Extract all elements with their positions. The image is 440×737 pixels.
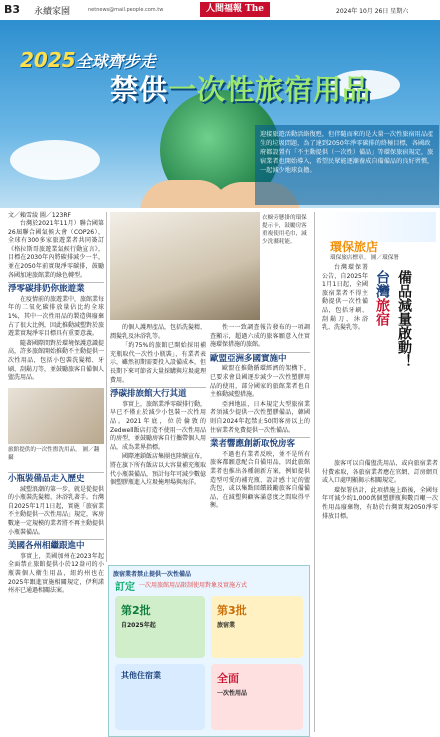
- col4-paragraph: 台灣環保署公告，自2025年1月1日起，全國旅宿業者不得主動提供一次性備品，包括牙刷、刮鬍刀、沐浴乳、洗髮乳等。: [322, 264, 368, 332]
- col1-paragraph: 隨著國際間對於環境保護意識提高，許多旅館開始推動不主動提供一次性用品，包括小包裝洗髮精、牙刷、刮鬍刀等，並鼓勵旅客自備個人盥洗用品。: [8, 339, 105, 382]
- infographic-box: [108, 565, 310, 737]
- hero-kicker-year: 2025: [20, 48, 76, 72]
- vertical-title-2: [392, 270, 412, 368]
- hero-kicker-text: 全球齊步走: [75, 52, 156, 71]
- col4-paragraph: 環保署估計，此項措施上路後，全國每年可減少約1,000萬個塑膠瓶與數百噸一次性用品廢棄物，有助於台灣實現2050淨零排放目標。: [322, 486, 438, 520]
- col1-subhead: 淨零碳排奶你旅遊業: [8, 282, 104, 294]
- column-4c: [322, 460, 438, 522]
- col2-subhead: 淨碳排旅館大行其道: [110, 387, 206, 399]
- column-3: [210, 324, 310, 512]
- stage-2-card: [211, 596, 303, 658]
- col3-paragraph: 亞洲地區，日本規定大型旅宿業者須減少提供一次性塑膠備品，韓國則自2024年起禁止50間客房以上的住宿業者免費提供一次性備品。: [210, 400, 310, 434]
- lead-paragraph: 迎接旅遊活動活絡復甦，但伴隨而來的是大量一次性旅宿用品產生的垃圾問題，為了達到2050年淨零碳排的終極目標，各國政府都設置有「不主動提供（一次性）備品」等環保旅宿規定，旅宿業者也開始導入，希望民眾能逐漸養成自備備品的良好習慣，一起減少地球負擔。: [260, 131, 434, 174]
- col2-paragraph: 「約75%的旅館已開始採用補充瓶取代一次性小瓶裝」，有業者表示，雖然初期需要投入設備成本，但長期下來可節省大量採購與垃圾處理費用。: [110, 342, 207, 384]
- vertical-title-1: [370, 270, 390, 326]
- stage-1-card: [115, 596, 205, 658]
- column-2: [110, 324, 206, 489]
- contact-email[interactable]: netnews@mail.people.com.tw: [88, 7, 164, 13]
- column-1b: [8, 470, 104, 597]
- byline: 文／賴雪綾 圖／123RF: [8, 212, 71, 219]
- section-title: 永續家園: [34, 7, 71, 17]
- vt1-a: 台灣: [374, 270, 390, 298]
- infobox-subtitle: 訂定: [115, 582, 135, 593]
- stage-3-label: 其他住宿業: [121, 671, 161, 680]
- headline-part-b: 一次性旅宿用品: [168, 73, 372, 106]
- col3-paragraph: 歐盟在推動循環經濟的架構下，已要求會員國逐步減少一次性塑膠用品的使用，部分國家的旅館業者也自主推動減塑措施。: [210, 365, 310, 399]
- headline-part-a: 禁供: [110, 73, 169, 106]
- hero-headline: [110, 68, 371, 108]
- column-divider: [106, 212, 107, 562]
- col1b-subhead: 小瓶裝備品走入歷史: [8, 472, 104, 484]
- stage-1-label: 第2批: [121, 604, 151, 617]
- column-4a: [322, 264, 368, 334]
- col2-paragraph: 國際連鎖飯店集團也陸續宣布，將在旗下所有飯店以大容量補充瓶取代小瓶裝備品，預計每年可減少數億個塑膠瓶進入垃圾掩埋場與海洋。: [110, 453, 207, 487]
- vt1-b: 旅宿: [374, 298, 390, 326]
- col3-paragraph: 不過也有業者反映，並不是所有旅客都願意配合自備用品，因此旅館業者也推出各種創新方案，例如提供造型可愛的補充瓶、設計感十足的盥洗包，或以集點回饋鼓勵旅客自備備品，在減塑與顧客滿意度之間取得平衡。: [210, 450, 310, 510]
- amenities-photo: [8, 388, 104, 444]
- col3-subhead: 業者響應創新取悅房客: [210, 437, 310, 449]
- col4-paragraph: 旅客可以自備盥洗用品，或向旅宿業者付費索取，各旅宿業者應在官網、訂房網頁或入口處明顯揭示相關規定。: [322, 460, 438, 485]
- infobox-title: 旅宿業者禁止提供一次性備品: [113, 571, 192, 578]
- col1-paragraph: 台灣於2021年11月）聯合國第26屆聯合國氣候大會（COP26），全球有300多家旅遊業者共同簽訂《格拉斯哥旅遊業氣候行動宣言》，目標在2030年內將碳排減少一半，並在2050年前實現淨零碳排，鼓勵各國加速旅館業的綠色轉型。: [8, 220, 104, 279]
- column-divider: [314, 212, 315, 732]
- issue-date: 2024年 10月 26日 星期六: [336, 8, 409, 15]
- col1b-paragraph: 事實上，美國加州在2023年起全面禁止旅館提供小於12盎司的小瓶裝個人衛生用品，紐約州也在2025年跟進實施相關規定，伊利諾州亦已通過相關法案。: [8, 552, 104, 595]
- vt2-a: 備品減量: [396, 270, 412, 326]
- stage-3-card: [115, 664, 205, 730]
- vt2-b: 啟動！: [396, 326, 412, 368]
- col3-paragraph: 性一一致調查報告發布的一項調查顯示，超過六成的旅客願意入住實施環保措施的旅館。: [210, 324, 310, 349]
- column-1: [8, 220, 104, 384]
- col1-paragraph: 在疫情前的旅遊業中，旅館業每年的二氧化碳排放量佔比約全球1%，其中一次性用品的製造與廢棄占了很大比例，因此推動減塑對於旅遊業實現淨零目標具有重要意義。: [8, 295, 105, 338]
- col1b-subhead: 美國各州相繼跟進中: [8, 539, 104, 551]
- newspaper-logo: 人間福報 The: [200, 2, 270, 17]
- stage-2-sub: 旅宿業: [217, 622, 236, 629]
- stage-2-label: 第3批: [217, 604, 247, 617]
- infobox-note: 一次用旅館用品限制使用對象及實施方式: [139, 582, 248, 589]
- stage-4-card: [211, 664, 303, 730]
- hotel-room-photo: [110, 212, 260, 320]
- stage-4-sub: 一次性用品: [217, 690, 248, 697]
- stage-4-label: 全面: [217, 672, 239, 685]
- cloud-shape: [10, 140, 100, 180]
- col3-subhead: 歐盟亞洲多國實施中: [210, 352, 310, 364]
- stage-1-sub: 自2025年起: [121, 622, 156, 629]
- photo-caption-2: 衣櫥旁懸掛的環保提示卡，鼓勵房客重複使用毛巾，減少洗滌耗能。: [262, 215, 307, 245]
- photo-caption: 旅館提供的一次性盥洗用品。 圖／翻攝: [8, 447, 100, 461]
- col2-paragraph: 事實上，旅館業淨零碳排行動，早已不僅止於減少小包裝一次性用品。2021年底，位於倫敦的Zedwell飯店打造不使用一次性用品的房型，並鼓勵房客自行攜帶個人用品，成為業界指標。: [110, 400, 207, 451]
- eco-tag-caption: 環保旅店標章。 圖／環保署: [330, 255, 399, 261]
- page-header: [0, 0, 440, 21]
- col2-paragraph: 的個人護理產品，包括洗髮精、潤髮乳及沐浴乳等。: [110, 324, 207, 340]
- page-number: B3: [4, 3, 21, 16]
- col1b-paragraph: 減塑浪潮的第一步，就是從提供的小瓶裝洗髮精、沐浴乳著手。台灣自2025年1月1日起，實施「旅宿業不主動提供一次性用品」規定，客房數達一定規模的業者將不再主動提供小瓶裝備品。: [8, 485, 105, 536]
- eco-hotel-tag: 環保旅店: [330, 240, 379, 254]
